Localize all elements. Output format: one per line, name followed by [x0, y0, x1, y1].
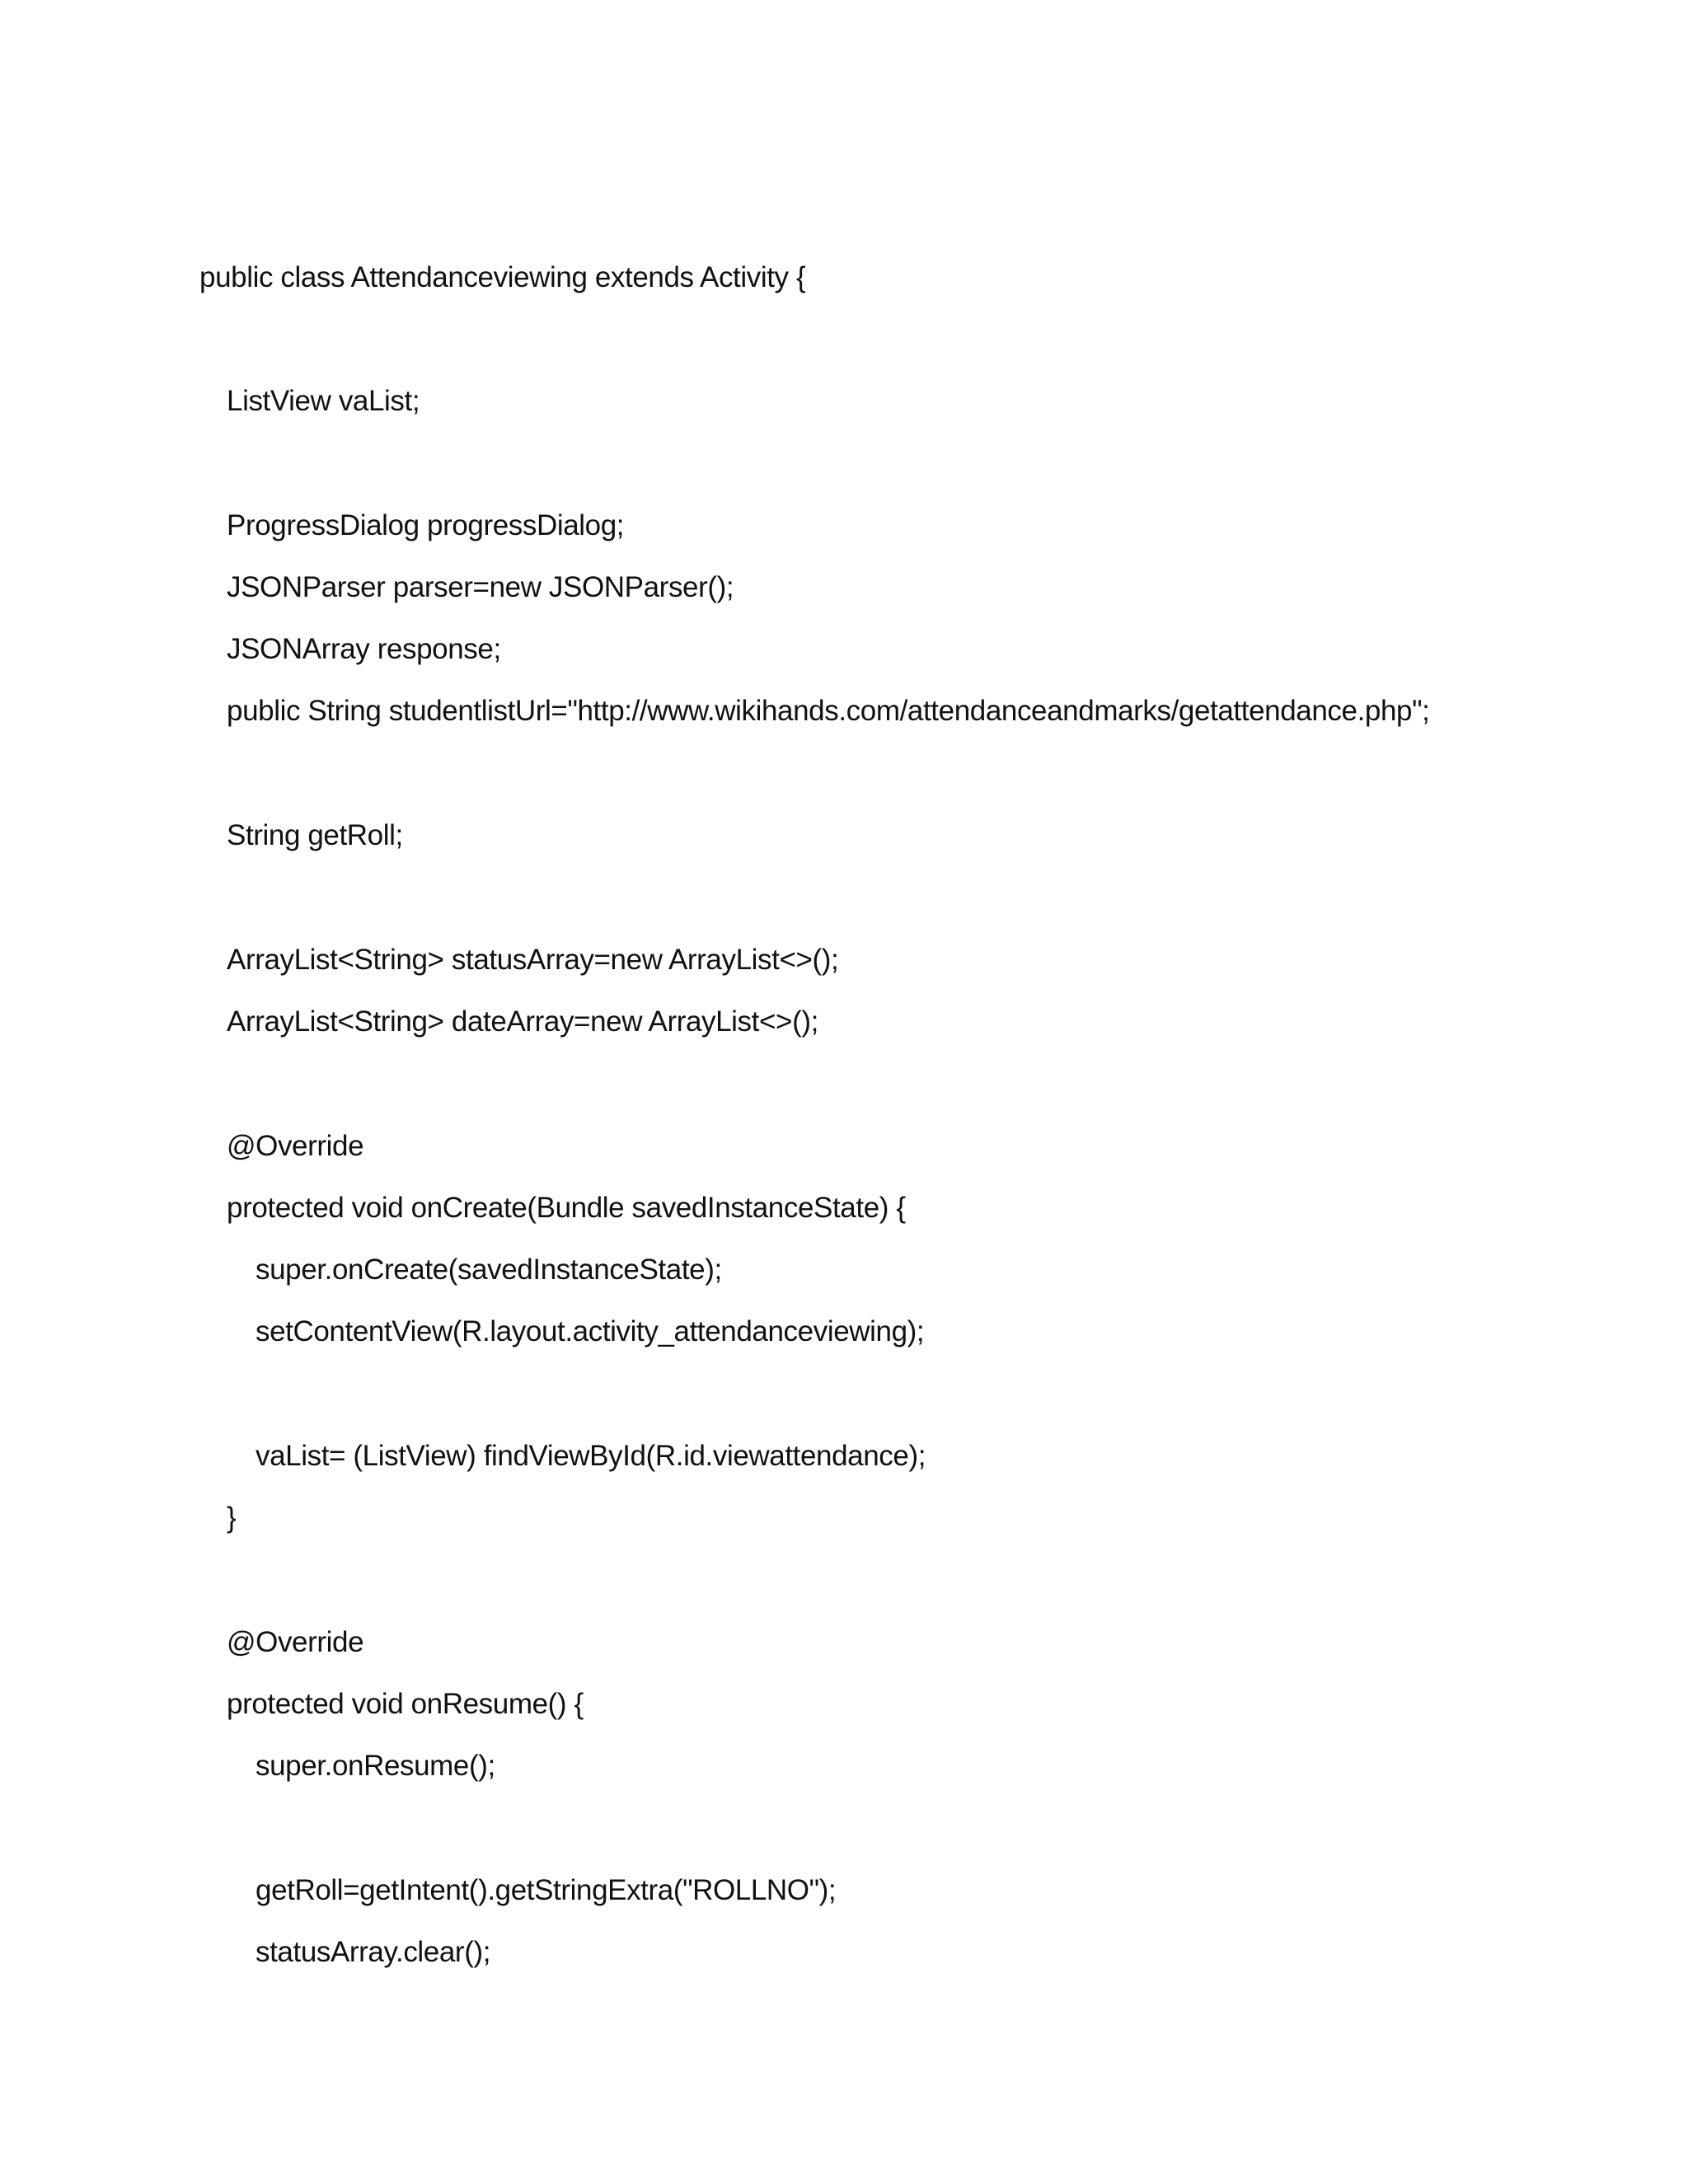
- code-line-override-annotation-2: @Override: [227, 1626, 364, 1658]
- code-line-oncreate-close-brace: }: [227, 1502, 237, 1534]
- code-line-listview-field: ListView vaList;: [227, 385, 420, 417]
- code-line-url-field: public String studentlistUrl="http://www.wikihands.com/attendanceandmarks/getattendance.php";: [227, 695, 1430, 727]
- code-line-getroll-assignment: getRoll=getIntent().getStringExtra("ROLLNO");: [256, 1874, 837, 1906]
- code-line-findviewbyid: vaList= (ListView) findViewById(R.id.viewattendance);: [256, 1440, 926, 1472]
- code-line-onresume-signature: protected void onResume() {: [227, 1688, 584, 1720]
- code-line-getroll-field: String getRoll;: [227, 819, 403, 851]
- code-line-jsonarray-field: JSONArray response;: [227, 633, 501, 665]
- code-line-class-declaration: public class Attendanceviewing extends Activity {: [199, 261, 806, 293]
- code-line-status-array-field: ArrayList<String> statusArray=new ArrayList<>();: [227, 944, 839, 976]
- code-line-statusarray-clear: statusArray.clear();: [256, 1936, 491, 1968]
- code-line-oncreate-signature: protected void onCreate(Bundle savedInstanceState) {: [227, 1192, 906, 1224]
- code-line-super-oncreate: super.onCreate(savedInstanceState);: [256, 1254, 722, 1286]
- code-line-setcontentview: setContentView(R.layout.activity_attendanceviewing);: [256, 1315, 925, 1347]
- code-line-override-annotation: @Override: [227, 1130, 364, 1162]
- code-line-super-onresume: super.onResume();: [256, 1750, 495, 1782]
- code-line-jsonparser-field: JSONParser parser=new JSONParser();: [227, 571, 734, 603]
- code-line-progressdialog-field: ProgressDialog progressDialog;: [227, 509, 625, 541]
- code-line-date-array-field: ArrayList<String> dateArray=new ArrayList<>();: [227, 1005, 818, 1038]
